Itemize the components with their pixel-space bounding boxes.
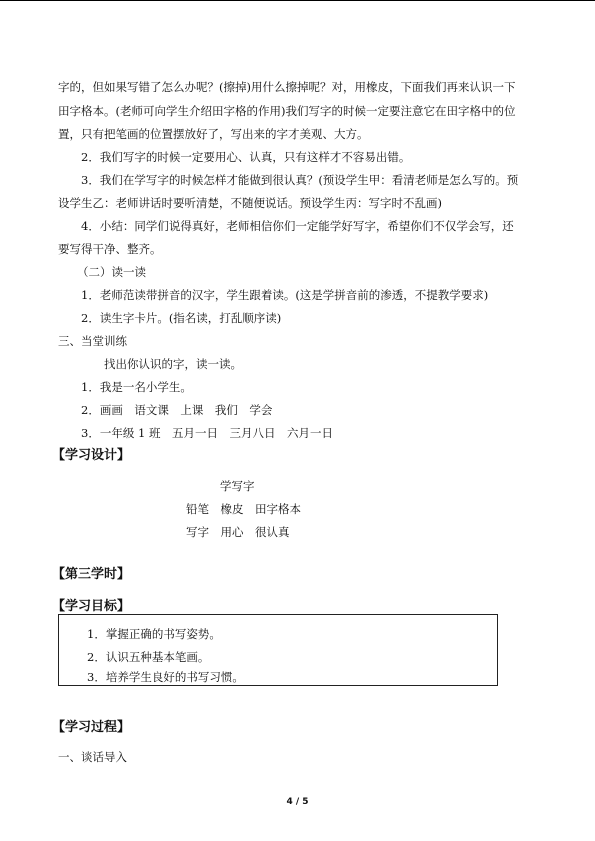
goal-item-1: 1．掌握正确的书写姿势。: [87, 627, 221, 641]
page-number: 4 / 5: [286, 797, 309, 807]
design-line-1: 铅笔 橡皮 田字格本: [186, 502, 301, 516]
design-line-2: 写字 用心 很认真: [186, 525, 290, 539]
heading-learning-process: 【学习过程】: [52, 720, 131, 735]
paragraph-item-3: 3．我们在学写字的时候怎样才能做到很认真？(预设学生甲：看清老师是怎么写的。预: [81, 173, 519, 187]
practice-item-3: 3．一年级 1 班 五月一日 三月八日 六月一日: [81, 426, 333, 440]
paragraph-line-2: 田字格本。(老师可向学生介绍田字格的作用)我们写字的时候一定要注意它在田字格中的位: [58, 104, 516, 118]
practice-item-2: 2．画画 语文课 上课 我们 学会: [81, 403, 273, 417]
paragraph-item-4: 4．小结：同学们说得真好，老师相信你们一定能学好写字，希望你们不仅学会写，还: [81, 219, 514, 233]
read-item-1: 1．老师范读带拼音的汉字，学生跟着读。(这是学拼音前的渗透，不提教学要求): [81, 288, 489, 302]
top-rule: [0, 0, 595, 1]
section-practice: 三、当堂训练: [58, 334, 127, 348]
paragraph-item-4-cont: 要写得干净、整齐。: [58, 242, 162, 256]
heading-learning-goals: 【学习目标】: [52, 599, 131, 614]
paragraph-line-1: 字的，但如果写错了怎么办呢？(擦掉)用什么擦掉呢？对，用橡皮，下面我们再来认识一下: [58, 80, 516, 94]
goal-item-2: 2．认识五种基本笔画。: [87, 650, 210, 664]
practice-item-1: 1．我是一名小学生。: [81, 380, 192, 394]
heading-learning-design: 【学习设计】: [52, 448, 131, 463]
paragraph-item-3-cont: 设学生乙：老师讲话时要听清楚，不随便说话。预设学生丙：写字时不乱画): [58, 196, 442, 210]
paragraph-item-2: 2．我们写字的时候一定要用心、认真，只有这样才不容易出错。: [81, 150, 411, 164]
section-read: （二）读一读: [77, 265, 146, 279]
process-first-step: 一、谈话导入: [58, 750, 127, 764]
paragraph-line-3: 置，只有把笔画的位置摆放好了，写出来的字才美观、大方。: [58, 127, 369, 141]
practice-instruction: 找出你认识的字，读一读。: [104, 357, 242, 371]
design-title: 学写字: [220, 479, 255, 493]
goal-item-3: 3．培养学生良好的书写习惯。: [87, 670, 244, 684]
read-item-2: 2．读生字卡片。(指名读，打乱顺序读): [81, 311, 282, 325]
heading-third-lesson: 【第三学时】: [52, 567, 131, 582]
